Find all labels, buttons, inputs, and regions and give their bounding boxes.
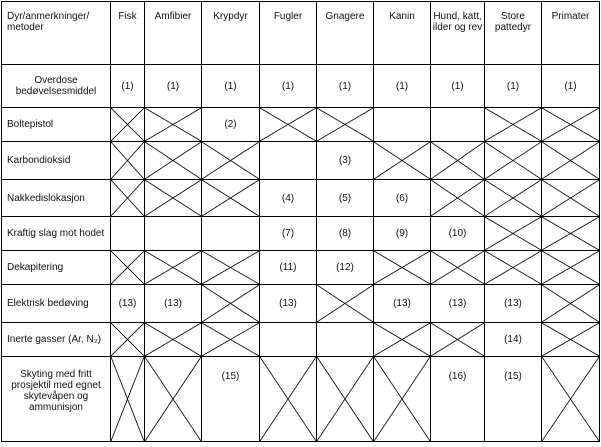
row-overdose xyxy=(2,65,600,108)
cross-out-icon xyxy=(374,357,430,441)
not-allowed-cell xyxy=(431,251,485,285)
cross-out-icon xyxy=(111,323,144,356)
not-allowed-cell xyxy=(431,323,485,357)
not-allowed-cell xyxy=(145,180,202,217)
not-allowed-cell xyxy=(374,142,431,180)
not-allowed-cell xyxy=(111,108,145,142)
note-cell: (1) xyxy=(260,65,317,108)
not-allowed-cell xyxy=(431,142,485,180)
cross-out-icon xyxy=(145,323,201,356)
col-header-amfibier: Amfibier xyxy=(145,2,202,65)
header-row xyxy=(2,2,600,65)
cross-out-icon xyxy=(317,108,373,141)
cross-out-icon xyxy=(145,108,201,141)
col-header-gnagere: Gnagere xyxy=(317,2,374,65)
row-label-nakkedislokasjon: Nakkedislokasjon xyxy=(2,180,111,217)
cross-out-icon xyxy=(202,285,259,322)
note-cell: (10) xyxy=(431,217,485,251)
not-allowed-cell xyxy=(145,251,202,285)
not-allowed-cell xyxy=(317,357,374,442)
cross-out-icon xyxy=(202,142,259,179)
row-boltepistol xyxy=(2,108,600,142)
note-cell: (13) xyxy=(260,285,317,323)
cross-out-icon xyxy=(542,251,599,284)
cross-out-icon xyxy=(542,357,599,441)
col-header-fisk: Fisk xyxy=(111,2,145,65)
note-cell: (13) xyxy=(431,285,485,323)
not-allowed-cell xyxy=(542,357,600,442)
not-allowed-cell xyxy=(111,323,145,357)
cross-out-icon xyxy=(431,180,484,216)
row-karbondioksid xyxy=(2,142,600,180)
note-cell: (13) xyxy=(145,285,202,323)
note-cell: (16) xyxy=(431,357,485,442)
note-cell: (9) xyxy=(374,217,431,251)
cross-out-icon xyxy=(260,108,316,141)
cross-out-icon xyxy=(374,251,430,284)
not-allowed-cell xyxy=(202,323,260,357)
not-allowed-cell xyxy=(111,251,145,285)
empty-cell xyxy=(374,108,431,142)
note-cell: (8) xyxy=(317,217,374,251)
not-allowed-cell xyxy=(317,108,374,142)
not-allowed-cell xyxy=(202,180,260,217)
cross-out-icon xyxy=(542,285,599,322)
cross-out-icon xyxy=(542,180,599,216)
cross-out-icon xyxy=(542,108,599,141)
row-nakkedislokasjon xyxy=(2,180,600,217)
empty-cell xyxy=(202,217,260,251)
note-cell: (12) xyxy=(317,251,374,285)
not-allowed-cell xyxy=(542,180,600,217)
note-cell: (1) xyxy=(485,65,542,108)
not-allowed-cell xyxy=(542,285,600,323)
row-inerte-gasser xyxy=(2,323,600,357)
note-cell: (1) xyxy=(202,65,260,108)
note-cell: (3) xyxy=(317,142,374,180)
cross-out-icon xyxy=(145,180,201,216)
cross-out-icon xyxy=(111,108,144,141)
not-allowed-cell xyxy=(485,251,542,285)
not-allowed-cell xyxy=(145,357,202,442)
empty-cell xyxy=(145,217,202,251)
not-allowed-cell xyxy=(260,108,317,142)
note-cell: (1) xyxy=(145,65,202,108)
cross-out-icon xyxy=(374,142,430,179)
cross-out-icon xyxy=(145,251,201,284)
empty-cell xyxy=(111,217,145,251)
empty-cell xyxy=(317,323,374,357)
not-allowed-cell xyxy=(145,142,202,180)
method-species-table xyxy=(1,1,600,442)
not-allowed-cell xyxy=(374,251,431,285)
note-cell: (6) xyxy=(374,180,431,217)
cross-out-icon xyxy=(202,180,259,216)
not-allowed-cell xyxy=(260,357,317,442)
not-allowed-cell xyxy=(374,357,431,442)
col-header-hund-katt-ilder-rev: Hund, katt, ilder og rev xyxy=(431,2,485,65)
not-allowed-cell xyxy=(485,108,542,142)
cross-out-icon xyxy=(485,251,541,284)
row-label-skyting: Skyting med fritt prosjektil med egnet skytevåpen og ammunisjon xyxy=(2,357,111,442)
empty-cell xyxy=(431,108,485,142)
not-allowed-cell xyxy=(485,142,542,180)
cross-out-icon xyxy=(542,217,599,250)
cross-out-icon xyxy=(431,251,484,284)
row-skyting xyxy=(2,357,600,442)
not-allowed-cell xyxy=(111,357,145,442)
cross-out-icon xyxy=(145,142,201,179)
note-cell: (15) xyxy=(485,357,542,442)
note-cell: (1) xyxy=(111,65,145,108)
cross-out-icon xyxy=(111,142,144,179)
note-cell: (13) xyxy=(111,285,145,323)
cross-out-icon xyxy=(111,251,144,284)
note-cell: (13) xyxy=(374,285,431,323)
cross-out-icon xyxy=(145,357,201,441)
not-allowed-cell xyxy=(202,251,260,285)
note-cell: (1) xyxy=(374,65,431,108)
not-allowed-cell xyxy=(542,217,600,251)
not-allowed-cell xyxy=(202,285,260,323)
not-allowed-cell xyxy=(485,180,542,217)
row-label-elektrisk-bedoving: Elektrisk bedøving xyxy=(2,285,111,323)
not-allowed-cell xyxy=(111,142,145,180)
col-header-kanin: Kanin xyxy=(374,2,431,65)
note-cell: (14) xyxy=(485,323,542,357)
cross-out-icon xyxy=(202,323,259,356)
not-allowed-cell xyxy=(542,142,600,180)
row-label-inerte-gasser: Inerte gasser (Ar, N₂) xyxy=(2,323,111,357)
not-allowed-cell xyxy=(145,323,202,357)
cross-out-icon xyxy=(431,142,484,179)
note-cell: (1) xyxy=(431,65,485,108)
cross-out-icon xyxy=(485,142,541,179)
cross-out-icon xyxy=(485,180,541,216)
note-cell: (11) xyxy=(260,251,317,285)
not-allowed-cell xyxy=(317,285,374,323)
not-allowed-cell xyxy=(111,180,145,217)
cross-out-icon xyxy=(374,323,430,356)
cross-out-icon xyxy=(111,180,144,216)
note-cell: (5) xyxy=(317,180,374,217)
cross-out-icon xyxy=(485,217,541,250)
row-kraftig-slag xyxy=(2,217,600,251)
col-header-store-pattedyr: Store pattedyr xyxy=(485,2,542,65)
cross-out-icon xyxy=(317,357,373,441)
not-allowed-cell xyxy=(374,323,431,357)
cross-out-icon xyxy=(260,357,316,441)
note-cell: (1) xyxy=(542,65,600,108)
row-label-boltepistol: Boltepistol xyxy=(2,108,111,142)
cross-out-icon xyxy=(202,251,259,284)
cross-out-icon xyxy=(317,285,373,322)
empty-cell xyxy=(260,323,317,357)
empty-cell xyxy=(260,142,317,180)
cross-out-icon xyxy=(431,323,484,356)
note-cell: (15) xyxy=(202,357,260,442)
not-allowed-cell xyxy=(542,108,600,142)
cross-out-icon xyxy=(485,108,541,141)
note-cell: (1) xyxy=(317,65,374,108)
note-cell: (13) xyxy=(485,285,542,323)
row-label-overdose: Overdose bedøvelsesmiddel xyxy=(2,65,111,108)
row-label-kraftig-slag: Kraftig slag mot hodet xyxy=(2,217,111,251)
col-header-krypdyr: Krypdyr xyxy=(202,2,260,65)
row-dekapitering xyxy=(2,251,600,285)
cross-out-icon xyxy=(542,142,599,179)
note-cell: (4) xyxy=(260,180,317,217)
cross-out-icon xyxy=(542,323,599,356)
row-label-karbondioksid: Karbondioksid xyxy=(2,142,111,180)
col-header-fugler: Fugler xyxy=(260,2,317,65)
corner-header: Dyr/anmerkninger/ metoder xyxy=(2,2,111,65)
cross-out-icon xyxy=(111,357,144,441)
not-allowed-cell xyxy=(485,217,542,251)
not-allowed-cell xyxy=(542,323,600,357)
not-allowed-cell xyxy=(542,251,600,285)
row-elektrisk-bedoving xyxy=(2,285,600,323)
not-allowed-cell xyxy=(431,180,485,217)
not-allowed-cell xyxy=(145,108,202,142)
note-cell: (2) xyxy=(202,108,260,142)
not-allowed-cell xyxy=(202,142,260,180)
row-label-dekapitering: Dekapitering xyxy=(2,251,111,285)
col-header-primater: Primater xyxy=(542,2,600,65)
note-cell: (7) xyxy=(260,217,317,251)
